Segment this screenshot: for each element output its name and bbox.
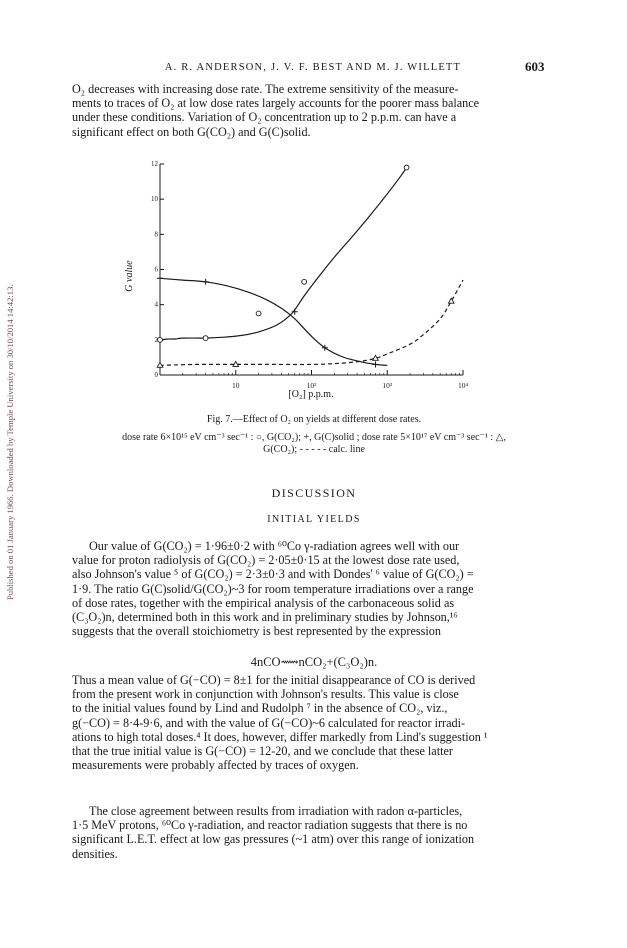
x-tick-label: 10³ xyxy=(382,381,393,390)
paragraph-disappearance xyxy=(72,673,556,772)
series-line-plus xyxy=(160,278,387,365)
data-point-plus xyxy=(203,279,209,285)
figure-legend xyxy=(72,432,556,455)
y-tick-label: 4 xyxy=(154,300,158,309)
text-line: ations to high total doses.⁴ It does, however, differ markedly from Lind's suggestion ¹ xyxy=(72,729,488,744)
figure-7 xyxy=(120,148,540,400)
y-tick-label: 8 xyxy=(154,230,158,239)
paragraph-let-effect xyxy=(72,804,556,861)
text-line: ments to traces of O₂ at low dose rates largely accounts for the poorer mass balance xyxy=(72,96,480,111)
y-tick-label: 6 xyxy=(154,265,158,274)
text-line: g(−CO) = 8·4-9·6, and with the value of G(−CO)~6 calculated for reactor irradi- xyxy=(72,715,466,730)
text-line: to the initial values found by Lind and Rudolph ⁷ in the absence of CO₂, viz., xyxy=(72,701,448,716)
figure-caption: Fig. 7.—Effect of O₂ on yields at different dose rates. xyxy=(206,414,422,425)
data-point-circle xyxy=(158,337,163,342)
g-value-chart xyxy=(120,148,540,400)
text-line: The close agreement between results from irradiation with radon α-particles, xyxy=(89,804,463,818)
text-line: that the true initial value is G(−CO) = 12-20, and we conclude that these latter xyxy=(72,744,453,759)
x-tick-label: 10 xyxy=(232,381,240,390)
data-point-circle xyxy=(302,279,307,284)
running-head: A. R. ANDERSON, J. V. F. BEST AND M. J. WILLETT xyxy=(164,62,462,73)
text-line: measurements were probably affected by traces of oxygen. xyxy=(72,758,359,773)
x-tick-label: 10² xyxy=(306,381,317,390)
x-tick-label: 10⁴ xyxy=(457,381,469,390)
data-point-plus xyxy=(292,309,298,315)
data-point-circle xyxy=(203,336,208,341)
text-line: Thus a mean value of G(−CO) = 8±1 for the initial disappearance of CO is derived xyxy=(72,673,476,687)
x-axis-label: [O₂] p.p.m. xyxy=(288,389,334,400)
download-watermark xyxy=(3,170,17,600)
data-point-circle xyxy=(256,311,261,316)
section-heading: DISCUSSION xyxy=(271,486,357,500)
text-line: significant L.E.T. effect at low gas pressures (~1 atm) over this range of ionization xyxy=(72,832,475,847)
data-point-circle xyxy=(404,165,409,170)
text-line: suggests that the overall stoichiometry is best represented by the expression xyxy=(72,624,441,639)
text-line: also Johnson's value ⁵ of G(CO₂) = 2·3±0·3 and with Dondes' ⁶ value of G(CO₂) = xyxy=(72,567,474,582)
chart-axes xyxy=(151,160,468,390)
data-point-plus xyxy=(157,275,163,281)
text-line: 1·5 MeV protons, ⁶⁰Co γ-radiation, and reactor radiation suggests that there is no xyxy=(72,818,468,833)
figure-legend-line: dose rate 6×10¹⁵ eV cm⁻³ sec⁻¹ : ○, G(CO₂); +, G(C)solid ; dose rate 5×10¹⁷ eV cm⁻³ sec⁻¹ : △, xyxy=(122,432,506,443)
text-line: densities. xyxy=(72,846,118,861)
series-line-circle xyxy=(160,168,407,340)
text-line: significant effect on both G(CO₂) and G(C)solid. xyxy=(72,124,311,139)
text-line: under these conditions. Variation of O₂ concentration up to 2 p.p.m. can have a xyxy=(72,110,457,125)
y-tick-label: 12 xyxy=(151,160,158,168)
text-line: from the present work in conjunction with Johnson's results. This value is close xyxy=(72,687,459,702)
text-line: Our value of G(CO₂) = 1·96±0·2 with ⁶⁰Co γ-radiation agrees well with our xyxy=(89,539,460,553)
data-point-plus xyxy=(373,361,379,367)
y-tick-label: 2 xyxy=(154,335,158,344)
stoichiometry-equation: 4nCO⟿nCO₂+(C₃O₂)n. xyxy=(250,655,378,669)
text-line: 1·9. The ratio G(C)solid/G(CO₂)~3 for room temperature irradiations over a range xyxy=(72,581,474,596)
y-axis-label: G value xyxy=(124,260,135,292)
paragraph-initial-yields xyxy=(72,539,556,638)
download-watermark-text: Published on 01 January 1966. Downloaded by Temple University on 30/10/2014 14:42:13. xyxy=(5,284,15,600)
page-number: 603 xyxy=(525,59,545,74)
subsection-heading: INITIAL YIELDS xyxy=(267,514,361,525)
text-line: of dose rates, together with the empirical analysis of the carbonaceous solid as xyxy=(72,595,455,610)
series-line-triangle xyxy=(160,280,463,365)
figure-legend-line: G(CO₂); - - - - - calc. line xyxy=(263,443,365,455)
text-line: value for proton radiolysis of G(CO₂) = 2·05±0·15 at the lowest dose rate used, xyxy=(72,553,460,568)
y-tick-label: 10 xyxy=(151,195,158,204)
text-line: (C₃O₂)n, determined both in this work and in preliminary studies by Johnson,¹⁶ xyxy=(72,610,458,625)
text-line: O₂ decreases with increasing dose rate. The extreme sensitivity of the measure- xyxy=(72,82,459,96)
y-tick-label: 0 xyxy=(154,371,158,379)
paragraph-intro xyxy=(72,82,556,139)
